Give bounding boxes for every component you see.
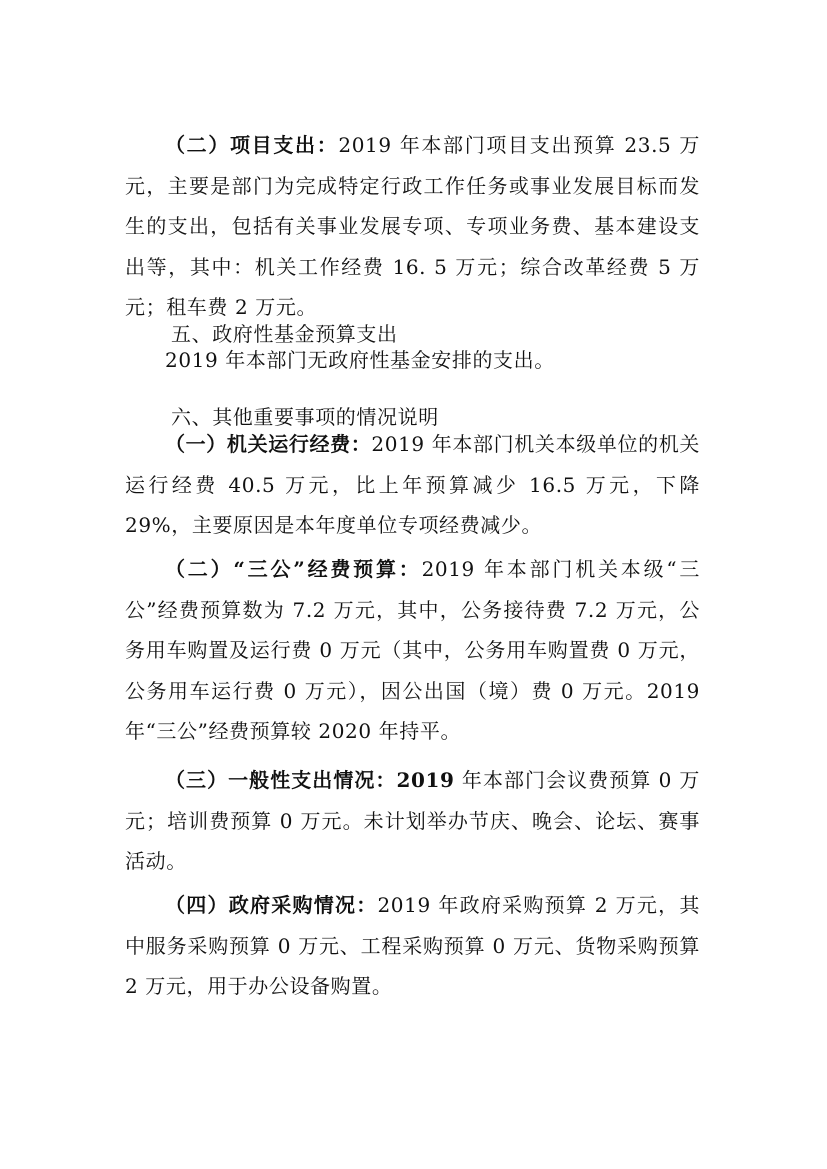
project-expenditure-text: 2019 年本部门项目支出预算 23.5 万元，主要是部门为完成特定行政工作任务或事业发展目标而发生的支出，包括有关事业发展专项、专项业务费、基本建设支出等，其中：机关工作经费 16. 5 万元；综合改革经费 5 万元；租车费 2 万元。 — [125, 133, 700, 319]
government-fund-paragraph — [125, 340, 700, 381]
procurement-label: （四）政府采购情况： — [165, 893, 378, 917]
project-expenditure-paragraph — [125, 125, 700, 328]
general-expenditure-label: （三）一般性支出情况： — [165, 768, 397, 792]
general-expenditure-paragraph — [125, 760, 700, 882]
section-5-heading: 五、政府性基金预算支出 — [171, 322, 398, 346]
government-fund-text: 2019 年本部门无政府性基金安排的支出。 — [165, 348, 555, 372]
operating-expenses-label: （一）机关运行经费： — [165, 432, 372, 456]
three-public-paragraph — [125, 549, 700, 752]
three-public-text: 2019 年本部门机关本级“三公”经费预算数为 7.2 万元，其中，公务接待费 7.2 万元，公务用车购置及运行费 0 万元（其中，公务用车购置费 0 万元，公务用车运行费 0 万元），因公出国（境）费 0 万元。2019 年“三公”经费预算较 2020 年持平。 — [125, 557, 700, 743]
procurement-paragraph — [125, 885, 700, 1007]
general-expenditure-year: 2019 — [396, 768, 455, 792]
general-expenditure-text: 年本部门会议费预算 0 万元；培训费预算 0 万元。未计划举办节庆、晚会、论坛、赛事活动。 — [125, 768, 700, 873]
operating-expenses-text: 2019 年本部门机关本级单位的机关运行经费 40.5 万元，比上年预算减少 16.5 万元，下降 29%，主要原因是本年度单位专项经费减少。 — [125, 432, 701, 537]
procurement-text: 2019 年政府采购预算 2 万元，其中服务采购预算 0 万元、工程采购预算 0 万元、货物采购预算 2 万元，用于办公设备购置。 — [125, 893, 700, 998]
operating-expenses-paragraph — [125, 424, 700, 546]
section-6-heading: 六、其他重要事项的情况说明 — [171, 405, 439, 429]
project-expenditure-label: （二）项目支出： — [165, 133, 339, 157]
three-public-label: （二）“三公”经费预算： — [165, 557, 422, 581]
